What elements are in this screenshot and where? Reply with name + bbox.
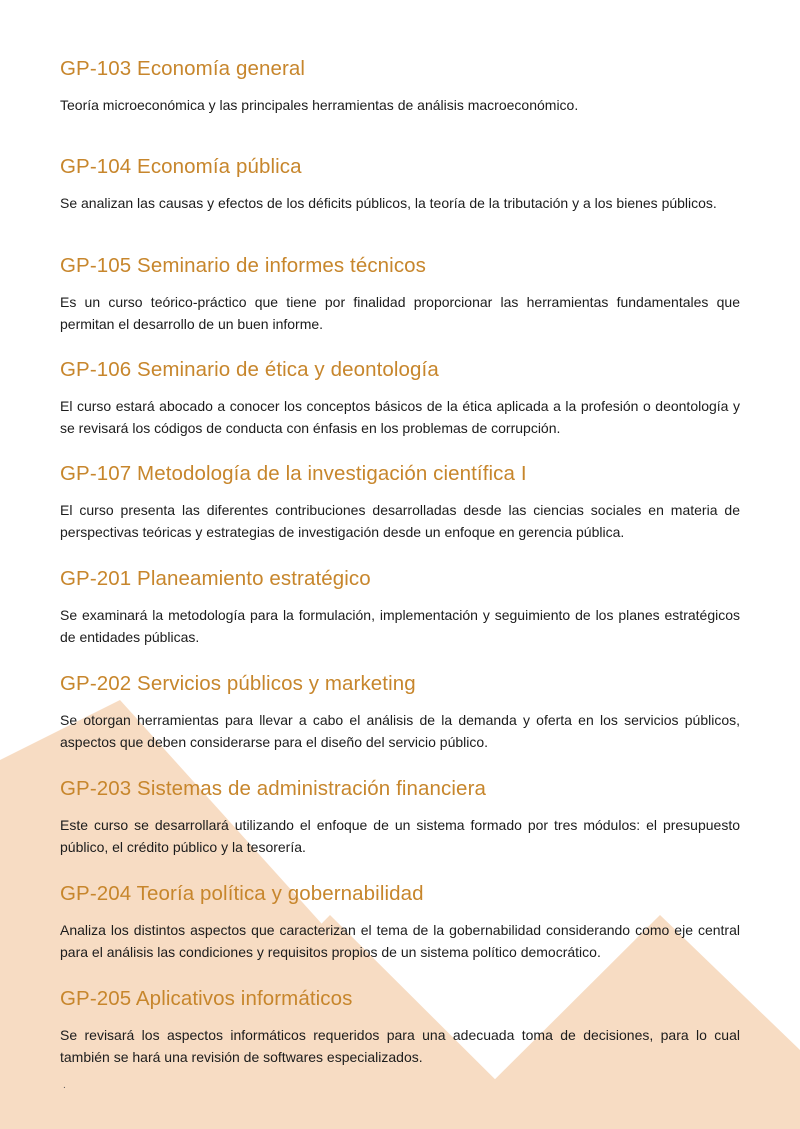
- course-gp201: [60, 567, 740, 648]
- course-title: GP-105 Seminario de informes técnicos: [60, 254, 427, 277]
- course-title: GP-205 Aplicativos informáticos: [60, 987, 353, 1010]
- course-description: Se analizan las causas y efectos de los déficits públicos, la teoría de la tributación y a los bienes públicos.: [60, 195, 717, 211]
- course-gp107: [60, 462, 740, 543]
- course-description: Analiza los distintos aspectos que caracterizan el tema de la gobernabilidad considerando como eje central para el análisis las condiciones y requisitos propios de un sistema político democrático.: [60, 922, 740, 960]
- course-description: Teoría microeconómica y las principales herramientas de análisis macroeconómico.: [60, 97, 579, 113]
- course-description: Es un curso teórico-práctico que tiene por finalidad proporcionar las herramientas fundamentales que permitan el desarrollo de un buen informe.: [60, 294, 740, 332]
- course-gp104: [60, 155, 740, 215]
- course-gp105: [60, 254, 740, 335]
- course-description: Se revisará los aspectos informáticos requeridos para una adecuada toma de decisiones, para lo cual también se hará una revisión de softwares especializados.: [60, 1027, 740, 1065]
- course-title: GP-104 Economía pública: [60, 155, 302, 178]
- course-gp204: [60, 882, 740, 963]
- course-description: El curso presenta las diferentes contribuciones desarrolladas desde las ciencias sociales en materia de perspectivas teóricas y estrategias de investigación desde un enfoque en gerencia pública.: [60, 502, 740, 540]
- footer-mark: .: [63, 1080, 66, 1091]
- course-title: GP-202 Servicios públicos y marketing: [60, 672, 416, 695]
- course-gp103: [60, 57, 740, 117]
- course-title: GP-106 Seminario de ética y deontología: [60, 358, 439, 381]
- course-title: GP-107 Metodología de la investigación científica I: [60, 462, 527, 485]
- course-title: GP-203 Sistemas de administración financiera: [60, 777, 486, 800]
- course-description: Se otorgan herramientas para llevar a cabo el análisis de la demanda y oferta en los servicios públicos, aspectos que deben considerarse para el diseño del servicio público.: [60, 712, 740, 750]
- course-description: Se examinará la metodología para la formulación, implementación y seguimiento de los planes estratégicos de entidades públicas.: [60, 607, 740, 645]
- course-gp203: [60, 777, 740, 858]
- course-gp202: [60, 672, 740, 753]
- course-title: GP-103 Economía general: [60, 57, 306, 80]
- course-description: Este curso se desarrollará utilizando el enfoque de un sistema formado por tres módulos: el presupuesto público, el crédito público y la tesorería.: [60, 817, 740, 855]
- course-description: El curso estará abocado a conocer los conceptos básicos de la ética aplicada a la profesión o deontología y se revisará los códigos de conducta con énfasis en los problemas de corrupción.: [60, 398, 740, 436]
- course-gp205: [60, 987, 740, 1068]
- course-gp106: [60, 358, 740, 439]
- course-title: GP-201 Planeamiento estratégico: [60, 567, 371, 590]
- course-title: GP-204 Teoría política y gobernabilidad: [60, 882, 424, 905]
